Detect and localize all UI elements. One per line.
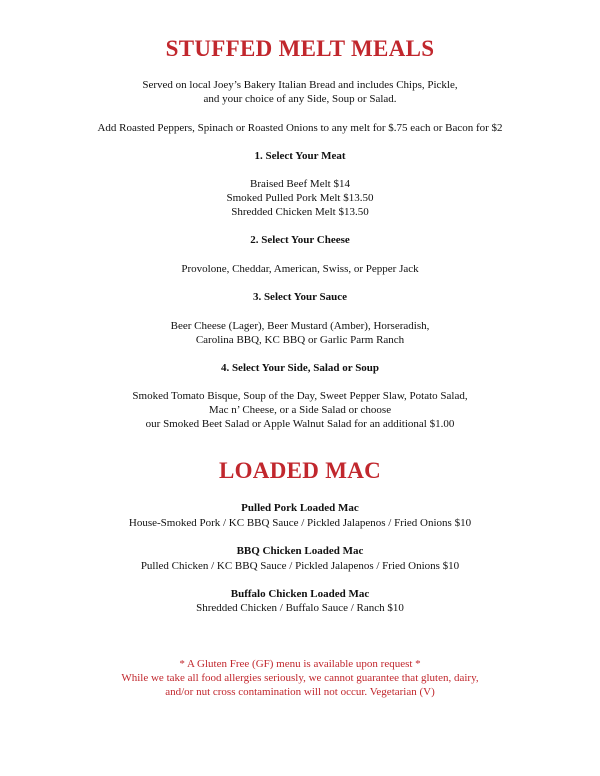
sauce-options: Carolina BBQ, KC BBQ or Garlic Parm Ranch <box>195 334 405 346</box>
step-heading-meat: 1. Select Your Meat <box>254 150 346 162</box>
meat-option: Smoked Pulled Pork Melt $13.50 <box>226 192 374 204</box>
addons-text: Add Roasted Peppers, Spinach or Roasted Onions to any melt for $.75 each or Bacon for $2 <box>97 122 503 134</box>
mac-item-name: Pulled Pork Loaded Mac <box>241 502 359 514</box>
intro-line-2: and your choice of any Side, Soup or Salad. <box>203 93 397 105</box>
loaded-mac-title: LOADED MAC <box>218 458 382 483</box>
mac-item-name: BBQ Chicken Loaded Mac <box>236 545 364 557</box>
intro-line-1: Served on local Joey’s Bakery Italian Bread and includes Chips, Pickle, <box>142 79 458 91</box>
allergy-disclaimer: While we take all food allergies seriously, we cannot guarantee that gluten, dairy, <box>121 672 479 684</box>
sauce-options: Beer Cheese (Lager), Beer Mustard (Amber), Horseradish, <box>170 320 430 332</box>
step-heading-sauce: 3. Select Your Sauce <box>252 291 348 303</box>
meat-option: Braised Beef Melt $14 <box>250 178 350 190</box>
stuffed-melt-title: STUFFED MELT MEALS <box>165 36 435 61</box>
mac-item-name: Buffalo Chicken Loaded Mac <box>230 588 370 600</box>
side-options: Smoked Tomato Bisque, Soup of the Day, Sweet Pepper Slaw, Potato Salad, <box>132 390 468 402</box>
side-options: our Smoked Beet Salad or Apple Walnut Salad for an additional $1.00 <box>145 418 455 430</box>
side-options: Mac n’ Cheese, or a Side Salad or choose <box>208 404 392 416</box>
mac-item-description: House-Smoked Pork / KC BBQ Sauce / Pickled Jalapenos / Fried Onions $10 <box>128 517 472 529</box>
mac-item-description: Shredded Chicken / Buffalo Sauce / Ranch $10 <box>196 602 404 614</box>
allergy-disclaimer: and/or nut cross contamination will not occur. Vegetarian (V) <box>165 686 435 698</box>
step-heading-cheese: 2. Select Your Cheese <box>250 234 350 246</box>
meat-option: Shredded Chicken Melt $13.50 <box>231 206 369 218</box>
cheese-options: Provolone, Cheddar, American, Swiss, or Pepper Jack <box>181 263 419 275</box>
mac-item-description: Pulled Chicken / KC BBQ Sauce / Pickled Jalapenos / Fried Onions $10 <box>140 560 460 572</box>
gluten-free-notice: * A Gluten Free (GF) menu is available upon request * <box>179 658 421 670</box>
step-heading-side: 4. Select Your Side, Salad or Soup <box>220 362 380 374</box>
